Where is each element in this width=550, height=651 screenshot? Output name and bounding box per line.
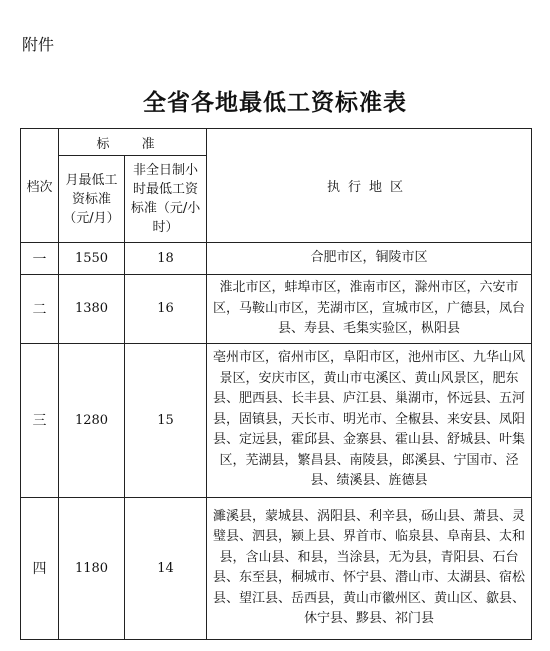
hourly-wage-cell: 18 bbox=[125, 243, 207, 275]
table-row bbox=[21, 275, 532, 344]
grade-cell: 三 bbox=[21, 343, 59, 497]
hourly-wage-cell: 16 bbox=[125, 275, 207, 344]
monthly-wage-cell: 1280 bbox=[59, 343, 125, 497]
monthly-wage-cell: 1180 bbox=[59, 497, 125, 639]
header-monthly-wage: 月最低工资标准（元/月） bbox=[59, 156, 125, 243]
header-row-top bbox=[21, 129, 532, 156]
areas-cell: 亳州市区，宿州市区，阜阳市区，池州市区、九华山风景区，安庆市区，黄山市屯溪区、黄山风景区，肥东县、肥西县、长丰县、庐江县、巢湖市，怀远县、五河县，固镇县，天长市、明光市、全椒县、来安县、凤阳县、定远县，霍邱县、金寨县、霍山县、舒城县、叶集区，芜湖县，繁昌县、南陵县，郎溪县、宁国市、泾县、绩溪县、旌德县 bbox=[207, 343, 532, 497]
grade-cell: 一 bbox=[21, 243, 59, 275]
areas-cell: 合肥市区，铜陵市区 bbox=[207, 243, 532, 275]
header-grade: 档次 bbox=[21, 129, 59, 243]
grade-cell: 二 bbox=[21, 275, 59, 344]
table-row bbox=[21, 497, 532, 639]
page-title: 全省各地最低工资标准表 bbox=[143, 90, 407, 116]
attachment-label: 附件 bbox=[22, 35, 55, 54]
minimum-wage-table bbox=[20, 128, 532, 640]
header-hourly-wage: 非全日制小时最低工资标准（元/小时） bbox=[125, 156, 207, 243]
table-row bbox=[21, 243, 532, 275]
monthly-wage-cell: 1380 bbox=[59, 275, 125, 344]
grade-cell: 四 bbox=[21, 497, 59, 639]
areas-cell: 淮北市区，蚌埠市区，淮南市区，滁州市区，六安市区，马鞍山市区，芜湖市区，宣城市区，广德县，凤台县、寿县、毛集实验区，枞阳县 bbox=[207, 275, 532, 344]
areas-cell: 濉溪县，蒙城县、涡阳县、利辛县，砀山县、萧县、灵璧县、泗县，颍上县、界首市、临泉县、阜南县、太和县，含山县、和县，当涂县，无为县，青阳县、石台县、东至县，桐城市、怀宁县、潜山市、太湖县、宿松县、望江县、岳西县，黄山市徽州区、黄山区、歙县、休宁县、黟县、祁门县 bbox=[207, 497, 532, 639]
table-row bbox=[21, 343, 532, 497]
header-standard: 标 准 bbox=[59, 129, 207, 156]
header-areas: 执行地区 bbox=[207, 129, 532, 243]
hourly-wage-cell: 14 bbox=[125, 497, 207, 639]
hourly-wage-cell: 15 bbox=[125, 343, 207, 497]
monthly-wage-cell: 1550 bbox=[59, 243, 125, 275]
